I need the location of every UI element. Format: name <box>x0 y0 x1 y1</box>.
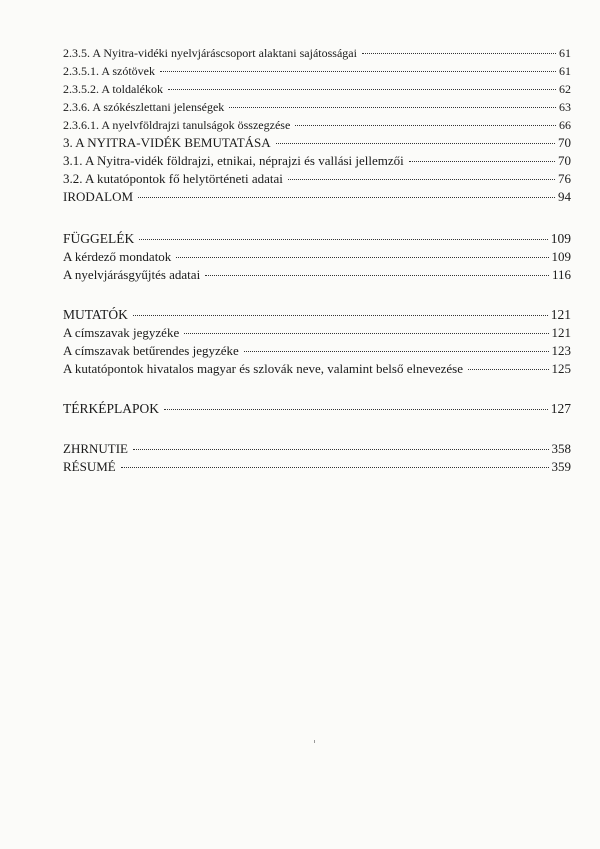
toc-section-appendix <box>63 230 571 284</box>
dot-leader <box>184 333 548 334</box>
dot-leader <box>276 143 555 144</box>
toc-entry-page: 116 <box>551 267 571 282</box>
toc-entry <box>63 116 571 134</box>
dot-leader <box>295 125 556 126</box>
toc-entry-page: 109 <box>551 249 571 264</box>
toc-entry-page: 358 <box>551 441 571 456</box>
dot-leader <box>362 53 556 54</box>
toc-section-summaries <box>63 440 571 476</box>
toc-entry-title: ZHRNUTIE <box>63 441 128 456</box>
toc-entry-title: A kérdező mondatok <box>63 249 172 264</box>
toc-entry <box>63 400 571 418</box>
toc-entry-title: TÉRKÉPLAPOK <box>63 401 160 416</box>
toc-entry-page: 127 <box>550 401 571 416</box>
dot-leader <box>133 449 549 450</box>
table-of-contents <box>63 44 571 498</box>
toc-entry-page: 109 <box>550 231 571 246</box>
toc-entry <box>63 342 571 360</box>
toc-entry-page: 61 <box>559 46 571 60</box>
toc-entry-title: MUTATÓK <box>63 307 128 322</box>
toc-entry <box>63 458 571 476</box>
toc-entry <box>63 248 571 266</box>
toc-entry <box>63 188 571 206</box>
toc-entry-title: A nyelvjárásgyűjtés adatai <box>63 267 201 282</box>
toc-section-main <box>63 44 571 206</box>
dot-leader <box>121 467 549 468</box>
toc-section-maps <box>63 400 571 418</box>
toc-entry <box>63 306 571 324</box>
toc-entry-page: 70 <box>558 153 571 168</box>
scan-speck <box>314 740 315 743</box>
dot-leader <box>164 409 548 410</box>
toc-entry <box>63 80 571 98</box>
toc-entry-title: IRODALOM <box>63 189 134 204</box>
toc-entry-page: 76 <box>558 171 571 186</box>
toc-entry-page: 70 <box>558 135 571 150</box>
toc-entry-title: 3.2. A kutatópontok fő helytörténeti adatai <box>63 171 283 186</box>
dot-leader <box>168 89 556 90</box>
toc-entry-title: RÉSUMÉ <box>63 459 116 474</box>
toc-entry <box>63 152 571 170</box>
dot-leader <box>205 275 549 276</box>
toc-entry-page: 359 <box>551 459 571 474</box>
dot-leader <box>160 71 556 72</box>
toc-entry-title: 3.1. A Nyitra-vidék földrajzi, etnikai, néprajzi és vallási jellemzői <box>63 153 404 168</box>
toc-section-indexes <box>63 306 571 378</box>
toc-entry <box>63 98 571 116</box>
toc-entry-title: 2.3.5.2. A toldalékok <box>63 82 163 96</box>
toc-entry <box>63 440 571 458</box>
toc-entry <box>63 230 571 248</box>
toc-entry-page: 94 <box>558 189 571 204</box>
toc-entry-title: 3. A NYITRA-VIDÉK BEMUTATÁSA <box>63 135 271 150</box>
dot-leader <box>244 351 549 352</box>
toc-entry <box>63 360 571 378</box>
toc-entry <box>63 134 571 152</box>
dot-leader <box>133 315 548 316</box>
toc-entry-title: 2.3.5. A Nyitra-vidéki nyelvjáráscsoport alaktani sajátosságai <box>63 46 357 60</box>
dot-leader <box>468 369 549 370</box>
toc-entry-page: 66 <box>559 118 571 132</box>
toc-entry-title: 2.3.6. A szókészlettani jelenségek <box>63 100 225 114</box>
toc-entry <box>63 170 571 188</box>
toc-entry-page: 121 <box>551 325 571 340</box>
toc-entry <box>63 266 571 284</box>
toc-entry-title: A címszavak betűrendes jegyzéke <box>63 343 239 358</box>
dot-leader <box>176 257 548 258</box>
toc-entry <box>63 44 571 62</box>
toc-entry-title: A címszavak jegyzéke <box>63 325 180 340</box>
dot-leader <box>139 239 548 240</box>
toc-entry-title: A kutatópontok hivatalos magyar és szlovák neve, valamint belső elnevezése <box>63 361 463 376</box>
toc-entry-title: FÜGGELÉK <box>63 231 135 246</box>
toc-entry-page: 63 <box>559 100 571 114</box>
toc-entry-page: 62 <box>559 82 571 96</box>
toc-entry-title: 2.3.5.1. A szótövek <box>63 64 155 78</box>
toc-entry-page: 125 <box>551 361 571 376</box>
toc-entry-title: 2.3.6.1. A nyelvföldrajzi tanulságok összegzése <box>63 118 291 132</box>
dot-leader <box>409 161 555 162</box>
dot-leader <box>138 197 555 198</box>
toc-entry-page: 61 <box>559 64 571 78</box>
dot-leader <box>229 107 556 108</box>
toc-entry <box>63 324 571 342</box>
toc-entry-page: 121 <box>550 307 571 322</box>
toc-entry <box>63 62 571 80</box>
dot-leader <box>288 179 555 180</box>
toc-entry-page: 123 <box>551 343 571 358</box>
